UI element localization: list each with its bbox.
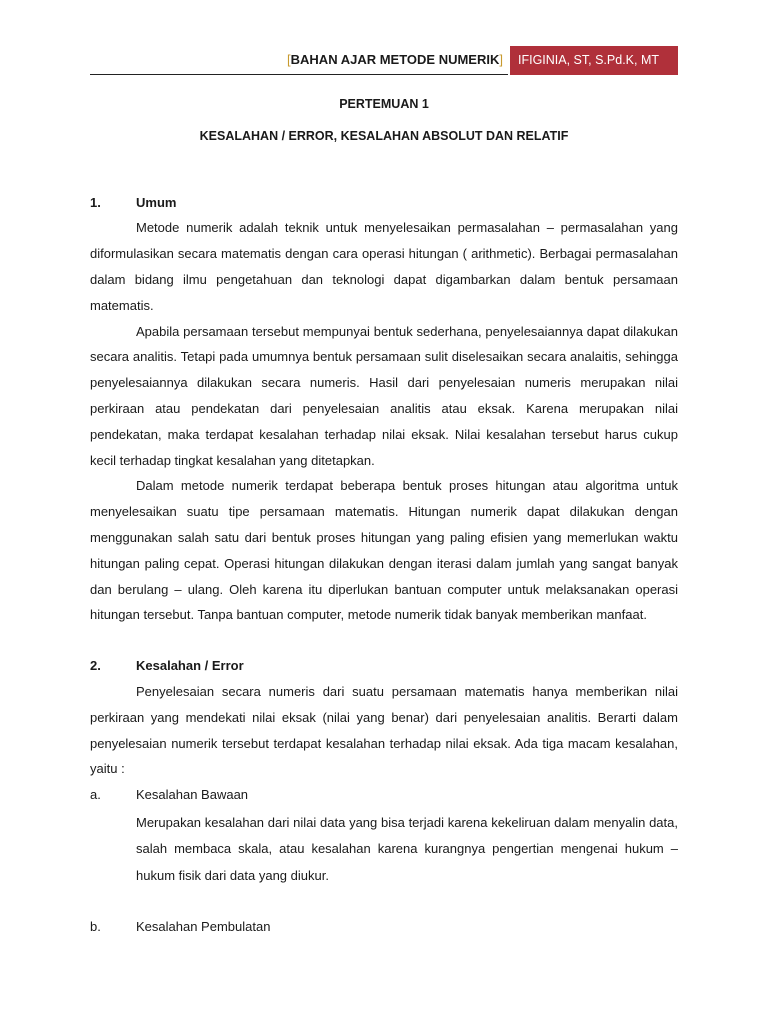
section-1-paragraph-1: Metode numerik adalah teknik untuk menyelesaikan permasalahan – permasalahan yang diformulasikan secara matematis dengan cara operasi hitungan ( arithmetic). Berbagai permasalahan dalam bidang ilmu pengetahuan dan teknologi dapat digambarkan dalam bentuk persamaan matematis. — [90, 220, 678, 313]
section-2-heading — [90, 653, 678, 679]
section-1-paragraph-2: Apabila persamaan tersebut mempunyai bentuk sederhana, penyelesaiannya dapat dilakukan secara analitis. Tetapi pada umumnya bentuk persamaan sulit diselesaikan secara analaitis, sehingga penyelesaiannya dilakukan secara numeris. Hasil dari penyelesaian numeris merupakan nilai perkiraan atau pendekatan dari penyelesaian analitis atau eksak. Karena merupakan nilai pendekatan, maka terdapat kesalahan terhadap nilai eksak. Nilai kesalahan tersebut harus cukup kecil terhadap tingkat kesalahan yang ditetapkan. — [90, 323, 678, 468]
page-header — [90, 46, 678, 75]
item-b-title: Kesalahan Pembulatan — [136, 919, 271, 935]
section-1-paragraph-3: Dalam metode numerik terdapat beberapa bentuk proses hitungan atau algoritma untuk menyelesaikan suatu tipe persamaan matematis. Hitungan numerik dapat dilakukan dengan menggunakan salah satu dari bentuk proses hitungan yang paling efisien yang memerlukan waktu hitungan paling cepat. Operasi hitungan dilakukan dengan iterasi dalam jumlah yang sangat banyak dan berulang – ulang. Oleh karena itu diperlukan bantuan computer untuk melaksanakan operasi hitungan tersebut. Tanpa bantuan computer, metode numerik tidak banyak memberikan manfaat. — [90, 478, 678, 623]
section-2-paragraph-1: Penyelesaian secara numeris dari suatu persamaan matematis hanya memberikan nilai perkiraan yang mendekati nilai eksak (nilai yang benar) dari penyelesaian analitis. Berarti dalam penyelesaian numerik tersebut terdapat kesalahan terhadap nilai eksak. Ada tiga macam kesalahan, yaitu : — [90, 683, 678, 777]
header-title — [287, 52, 503, 67]
item-a-title: Kesalahan Bawaan — [136, 787, 249, 803]
document-body — [90, 92, 678, 940]
section-1-heading — [90, 190, 678, 216]
item-gap — [90, 889, 678, 914]
header-bracket-close: ] — [499, 52, 503, 67]
section-2-title: Kesalahan / Error — [136, 658, 244, 674]
item-a-letter: a. — [90, 787, 101, 803]
document-subtitle: KESALAHAN / ERROR, KESALAHAN ABSOLUT DAN RELATIF — [199, 128, 569, 143]
meeting-title: PERTEMUAN 1 — [339, 97, 429, 111]
section-1-number: 1. — [90, 194, 101, 210]
header-bracket-open: [ — [287, 52, 291, 67]
item-b-letter: b. — [90, 919, 101, 935]
header-divider — [90, 74, 508, 75]
header-title-text: BAHAN AJAR METODE NUMERIK — [290, 52, 500, 67]
item-b-heading — [90, 914, 678, 940]
item-a-heading — [90, 782, 678, 808]
header-author-badge: IFIGINIA, ST, S.Pd.K, MT — [510, 46, 678, 75]
item-a-text: Merupakan kesalahan dari nilai data yang bisa terjadi karena kekeliruan dalam menyalin data, salah membaca skala, atau kesalahan karena kurangnya pengertian mengenai hukum – hukum fisik dari data yang diukur. — [136, 814, 678, 883]
section-2-number: 2. — [90, 658, 101, 674]
section-gap — [90, 628, 678, 653]
section-1-title: Umum — [136, 194, 177, 210]
